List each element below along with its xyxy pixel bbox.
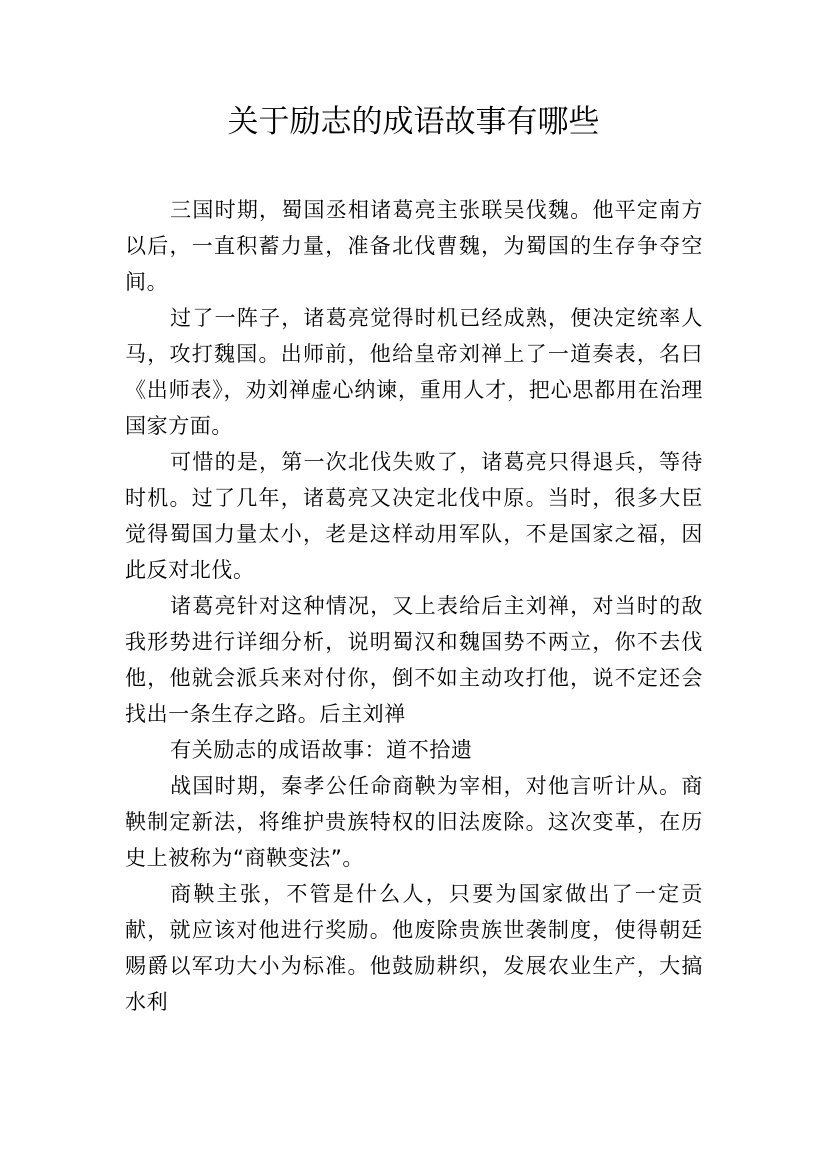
paragraph: 三国时期，蜀国丞相诸葛亮主张联吴伐魏。他平定南方以后，一直积蓄力量，准备北伐曹魏，为蜀国的生存争夺空间。 [125, 198, 703, 294]
paragraph: 战国时期，秦孝公任命商鞅为宰相，对他言听计从。商鞅制定新法，将维护贵族特权的旧法废除。这次变革，在历史上被称为“商鞅变法”。 [125, 774, 703, 870]
section-heading: 有关励志的成语故事：道不拾遗 [170, 738, 473, 762]
paragraph: 过了一阵子，诸葛亮觉得时机已经成熟，便决定统率人马，攻打魏国。出师前，他给皇帝刘禅上了一道奏表，名曰《出师表》，劝刘禅虚心纳谏，重用人才，把心思都用在治理国家方面。 [125, 306, 703, 438]
paragraph: 诸葛亮针对这种情况，又上表给后主刘禅，对当时的敌我形势进行详细分析，说明蜀汉和魏国势不两立，你不去伐他，他就会派兵来对付你，倒不如主动攻打他，说不定还会找出一条生存之路。后主刘禅 [125, 594, 703, 726]
document-title: 关于励志的成语故事有哪些 [227, 104, 600, 140]
paragraph: 可惜的是，第一次北伐失败了，诸葛亮只得退兵，等待时机。过了几年，诸葛亮又决定北伐中原。当时，很多大臣觉得蜀国力量太小，老是这样动用军队，不是国家之福，因此反对北伐。 [125, 450, 703, 582]
paragraph: 商鞅主张，不管是什么人，只要为国家做出了一定贡献，就应该对他进行奖励。他废除贵族世袭制度，使得朝廷赐爵以军功大小为标准。他鼓励耕织，发展农业生产，大搞水利 [125, 882, 703, 1014]
document-body [125, 192, 703, 1020]
